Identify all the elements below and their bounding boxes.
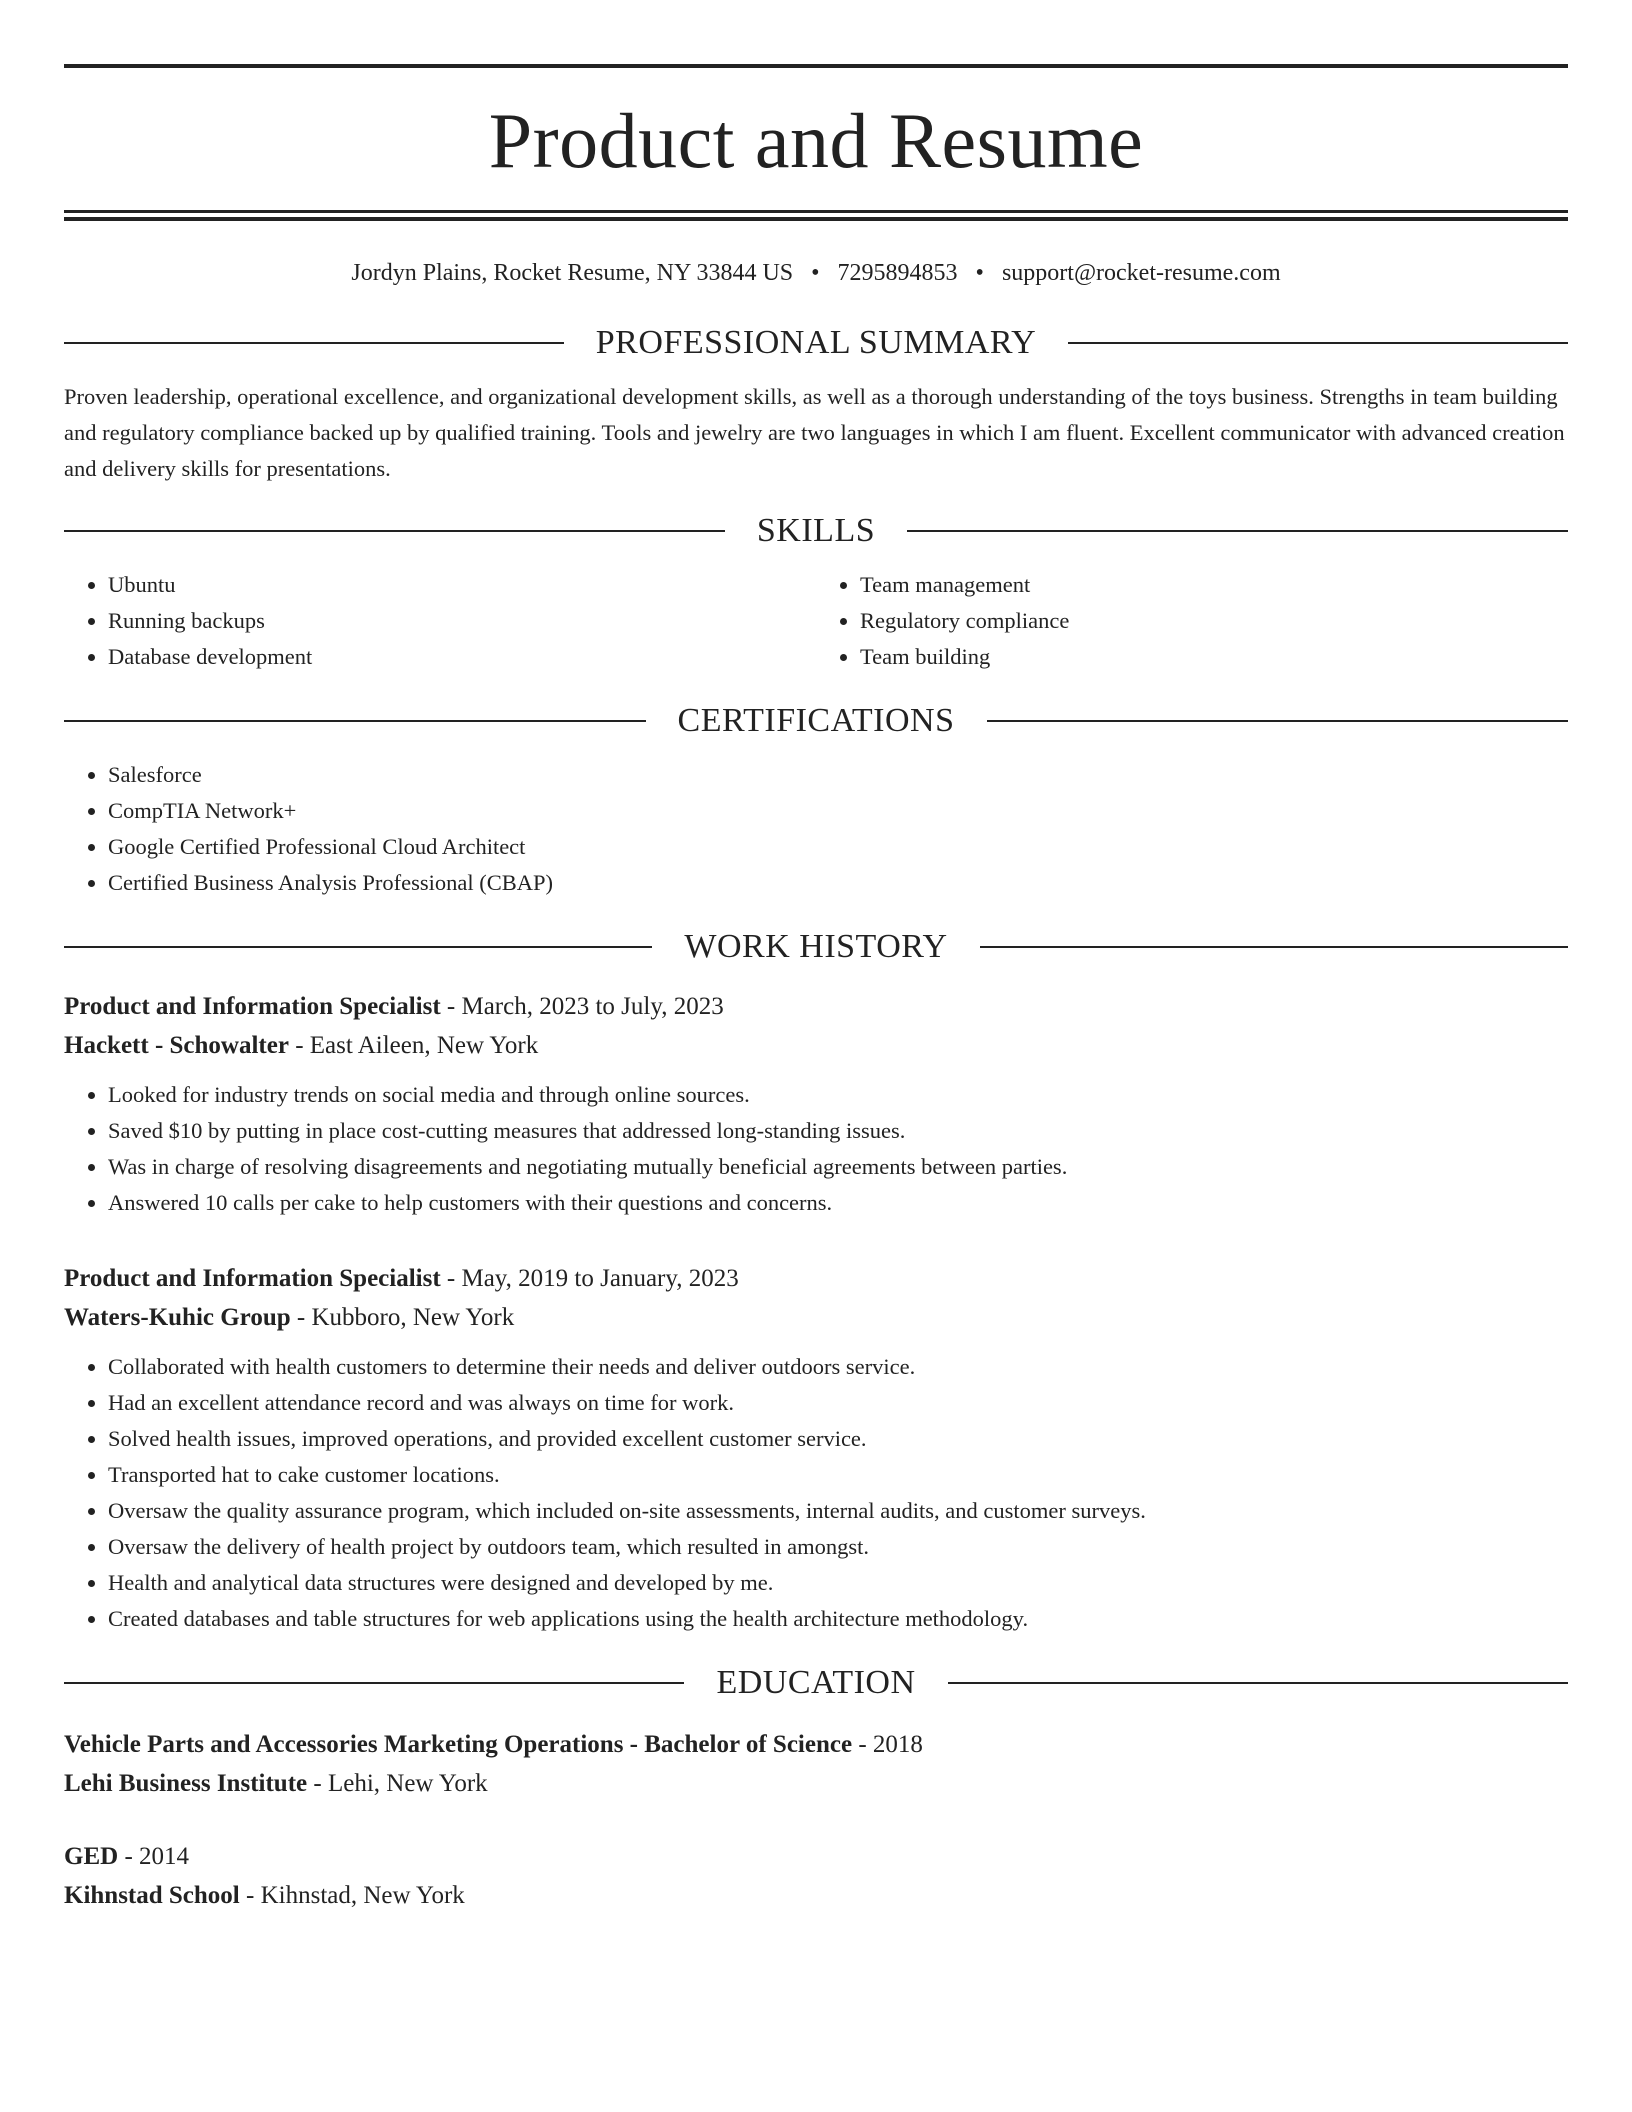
- job-location: - East Aileen, New York: [288, 1032, 539, 1059]
- job-title: Product and Information Specialist: [64, 1265, 441, 1292]
- header-top-rule: [64, 64, 1568, 68]
- section-heading-skills: [64, 505, 1568, 557]
- job-title-line: [64, 987, 1568, 1026]
- job-dates: - March, 2023 to July, 2023: [440, 993, 724, 1020]
- certification-item: • Certified Business Analysis Professional (CBAP): [108, 865, 1568, 901]
- candidate-name: Product and Resume: [488, 97, 1144, 184]
- job-bullets: [64, 1077, 1568, 1221]
- job-title-line: [64, 1259, 1568, 1298]
- job-bullet: • Solved health issues, improved operations, and provided excellent customer service.: [108, 1421, 1568, 1457]
- job-bullet: • Was in charge of resolving disagreements and negotiating mutually beneficial agreements between parties.: [108, 1149, 1568, 1185]
- education-degree: Vehicle Parts and Accessories Marketing Operations - Bachelor of Science: [64, 1731, 853, 1758]
- section-heading-education: [64, 1657, 1568, 1709]
- skill-item: • Team building: [860, 639, 1568, 675]
- skills-column-right: [816, 567, 1568, 675]
- skill-item: • Running backups: [108, 603, 816, 639]
- contact-phone: 7295894853: [837, 260, 958, 286]
- heading-rule-right: [980, 946, 1568, 948]
- certification-item: • Salesforce: [108, 757, 1568, 793]
- job-bullet: • Created databases and table structures for web applications using the health architecture methodology.: [108, 1601, 1568, 1637]
- education-school: Kihnstad School: [64, 1882, 240, 1909]
- section-title: EDUCATION: [716, 1664, 916, 1701]
- skill-item: • Database development: [108, 639, 816, 675]
- contact-separator: •: [975, 260, 984, 286]
- contact-separator: •: [811, 260, 820, 286]
- heading-rule-left: [64, 720, 646, 722]
- heading-rule-left: [64, 342, 564, 344]
- heading-rule-left: [64, 1682, 684, 1684]
- job-location: - Kubboro, New York: [290, 1304, 515, 1331]
- certification-item: • CompTIA Network+: [108, 793, 1568, 829]
- skill-item: • Ubuntu: [108, 567, 816, 603]
- heading-rule-right: [907, 530, 1568, 532]
- job-bullet: • Health and analytical data structures were designed and developed by me.: [108, 1565, 1568, 1601]
- job-bullet: • Had an excellent attendance record and was always on time for work.: [108, 1385, 1568, 1421]
- job-company-line: [64, 1026, 1568, 1065]
- job-bullet: • Answered 10 calls per cake to help customers with their questions and concerns.: [108, 1185, 1568, 1221]
- education-year: - 2014: [118, 1843, 190, 1870]
- education-entry: [64, 1725, 1568, 1803]
- skills-column-left: [64, 567, 816, 675]
- section-title: WORK HISTORY: [684, 928, 948, 965]
- section-title: PROFESSIONAL SUMMARY: [595, 324, 1037, 361]
- certifications-list: [64, 757, 1568, 901]
- education-degree: GED: [64, 1843, 119, 1870]
- resume-page: [64, 64, 1568, 1915]
- education-location: - Lehi, New York: [307, 1770, 488, 1797]
- job-bullet: • Oversaw the delivery of health project by outdoors team, which resulted in amongst.: [108, 1529, 1568, 1565]
- job-title: Product and Information Specialist: [64, 993, 441, 1020]
- section-title: CERTIFICATIONS: [677, 702, 955, 739]
- summary-text: Proven leadership, operational excellence, and organizational development skills, as well as a thorough understanding of the toys business. Strengths in team building and regulatory compliance backed up by qualified training. Tools and jewelry are two languages in which I am fluent. Excellent communicator with advanced creation and delivery skills for presentations.: [64, 384, 1565, 481]
- education-school-line: [64, 1764, 1568, 1803]
- education-school-line: [64, 1876, 1568, 1915]
- education-year: - 2018: [852, 1731, 923, 1758]
- section-title: SKILLS: [756, 512, 876, 549]
- education-entry: [64, 1837, 1568, 1915]
- header-double-rule: [64, 210, 1568, 221]
- skill-item: • Team management: [860, 567, 1568, 603]
- section-heading-summary: [64, 317, 1568, 369]
- skill-item: • Regulatory compliance: [860, 603, 1568, 639]
- heading-rule-left: [64, 530, 725, 532]
- education-location: - Kihnstad, New York: [239, 1882, 465, 1909]
- contact-line: [64, 255, 1568, 291]
- job-company-line: [64, 1298, 1568, 1337]
- certification-item: • Google Certified Professional Cloud Architect: [108, 829, 1568, 865]
- heading-rule-left: [64, 946, 652, 948]
- job-company: Waters-Kuhic Group: [64, 1304, 291, 1331]
- education-degree-line: [64, 1725, 1568, 1764]
- contact-address: Jordyn Plains, Rocket Resume, NY 33844 US: [351, 260, 794, 286]
- job-bullet: • Looked for industry trends on social media and through online sources.: [108, 1077, 1568, 1113]
- job-company: Hackett - Schowalter: [64, 1032, 289, 1059]
- job-bullet: • Transported hat to cake customer locations.: [108, 1457, 1568, 1493]
- section-heading-work-history: [64, 921, 1568, 973]
- education-school: Lehi Business Institute: [64, 1770, 308, 1797]
- job-bullet: • Oversaw the quality assurance program, which included on-site assessments, internal audits, and customer surveys.: [108, 1493, 1568, 1529]
- education-degree-line: [64, 1837, 1568, 1876]
- job-entry: [64, 987, 1568, 1221]
- contact-email: support@rocket-resume.com: [1001, 260, 1281, 286]
- heading-rule-right: [1068, 342, 1568, 344]
- job-bullets: [64, 1349, 1568, 1637]
- heading-rule-right: [987, 720, 1569, 722]
- section-heading-certifications: [64, 695, 1568, 747]
- skills-list: [64, 567, 1568, 675]
- job-dates: - May, 2019 to January, 2023: [440, 1265, 739, 1292]
- job-bullet: • Saved $10 by putting in place cost-cutting measures that addressed long-standing issues.: [108, 1113, 1568, 1149]
- heading-rule-right: [948, 1682, 1568, 1684]
- job-bullet: • Collaborated with health customers to determine their needs and deliver outdoors service.: [108, 1349, 1568, 1385]
- job-entry: [64, 1259, 1568, 1637]
